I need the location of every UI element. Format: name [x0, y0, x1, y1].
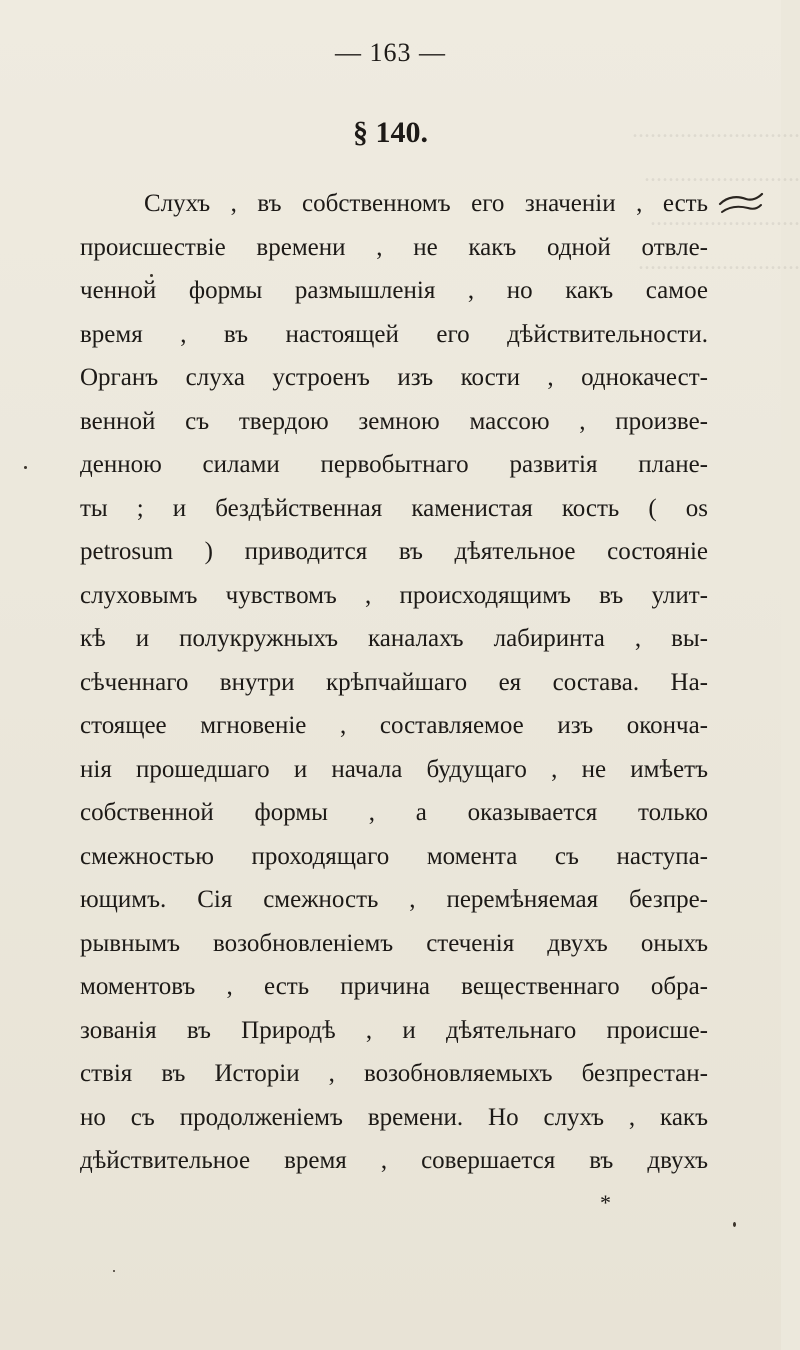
text-line: но съ продолженiемъ времени. Но слухъ , какъ: [80, 1103, 708, 1131]
text-line: Слухъ , въ собственномъ его значенiи , есть: [144, 190, 708, 217]
paper-speck: [733, 1222, 736, 1227]
text-line: происшествiе времени , не какъ одной отвле-: [80, 233, 708, 261]
text-line: ты ; и бездѣйственная каменистая кость ( os: [80, 494, 708, 522]
text-line: смежностью проходящаго момента съ наступа-: [80, 842, 708, 870]
text-line: нiя прошедшаго и начала будущаго , не имѣетъ: [80, 755, 708, 783]
text-line: моментовъ , есть причина вещественнаго обра-: [80, 973, 708, 1000]
text-line: ствiя въ Исторiи , возобновляемыхъ безпрестан-: [80, 1060, 708, 1087]
text-line: денною силами первобытнаго развитiя плане-: [80, 451, 708, 478]
text-line: собственной формы , а оказывается только: [80, 799, 708, 826]
text-line: венной съ твердою земною массою , произве-: [80, 407, 708, 435]
text-line: кѣ и полукружныхъ каналахъ лабиринта , вы-: [80, 625, 708, 652]
text-line: стоящее мгновенiе , составляемое изъ оконча-: [80, 712, 708, 739]
text-line: слуховымъ чувствомъ , происходящимъ въ улит-: [80, 581, 708, 609]
text-line: дѣйствительное время , совершается въ двухъ: [80, 1147, 708, 1174]
section-heading: § 140.: [353, 116, 428, 149]
pen-mark-icon: [716, 190, 764, 224]
text-line: время , въ настоящей его дѣйствительности.: [80, 320, 708, 348]
text-line: Органъ слуха устроенъ изъ кости , однокачест-: [80, 364, 708, 391]
text-line: зованiя въ Природѣ , и дѣятельнаго происше-: [80, 1016, 708, 1044]
text-line: petrosum ) приводится въ дѣятельное состоянiе: [80, 538, 708, 565]
signature-mark: *: [600, 1190, 611, 1215]
body-paragraph: [80, 182, 708, 1183]
text-line: ченной формы размышленiя , но какъ самое: [80, 277, 708, 304]
text-line: сѣченнаго внутри крѣпчайшаго ея состава. На-: [80, 668, 708, 696]
text-line: ющимъ. Сiя смежность , перемѣняемая безпре-: [80, 886, 708, 913]
page-number: — 163 —: [335, 38, 446, 67]
paper-speck: [150, 274, 153, 277]
paper-speck: [113, 1270, 115, 1272]
bleed-through-text: ............................ .......................... ......................... ...........................: [632, 117, 800, 275]
text-line: рывнымъ возобновленiемъ стеченiя двухъ оныхъ: [80, 929, 708, 957]
paper-speck: [24, 466, 27, 469]
